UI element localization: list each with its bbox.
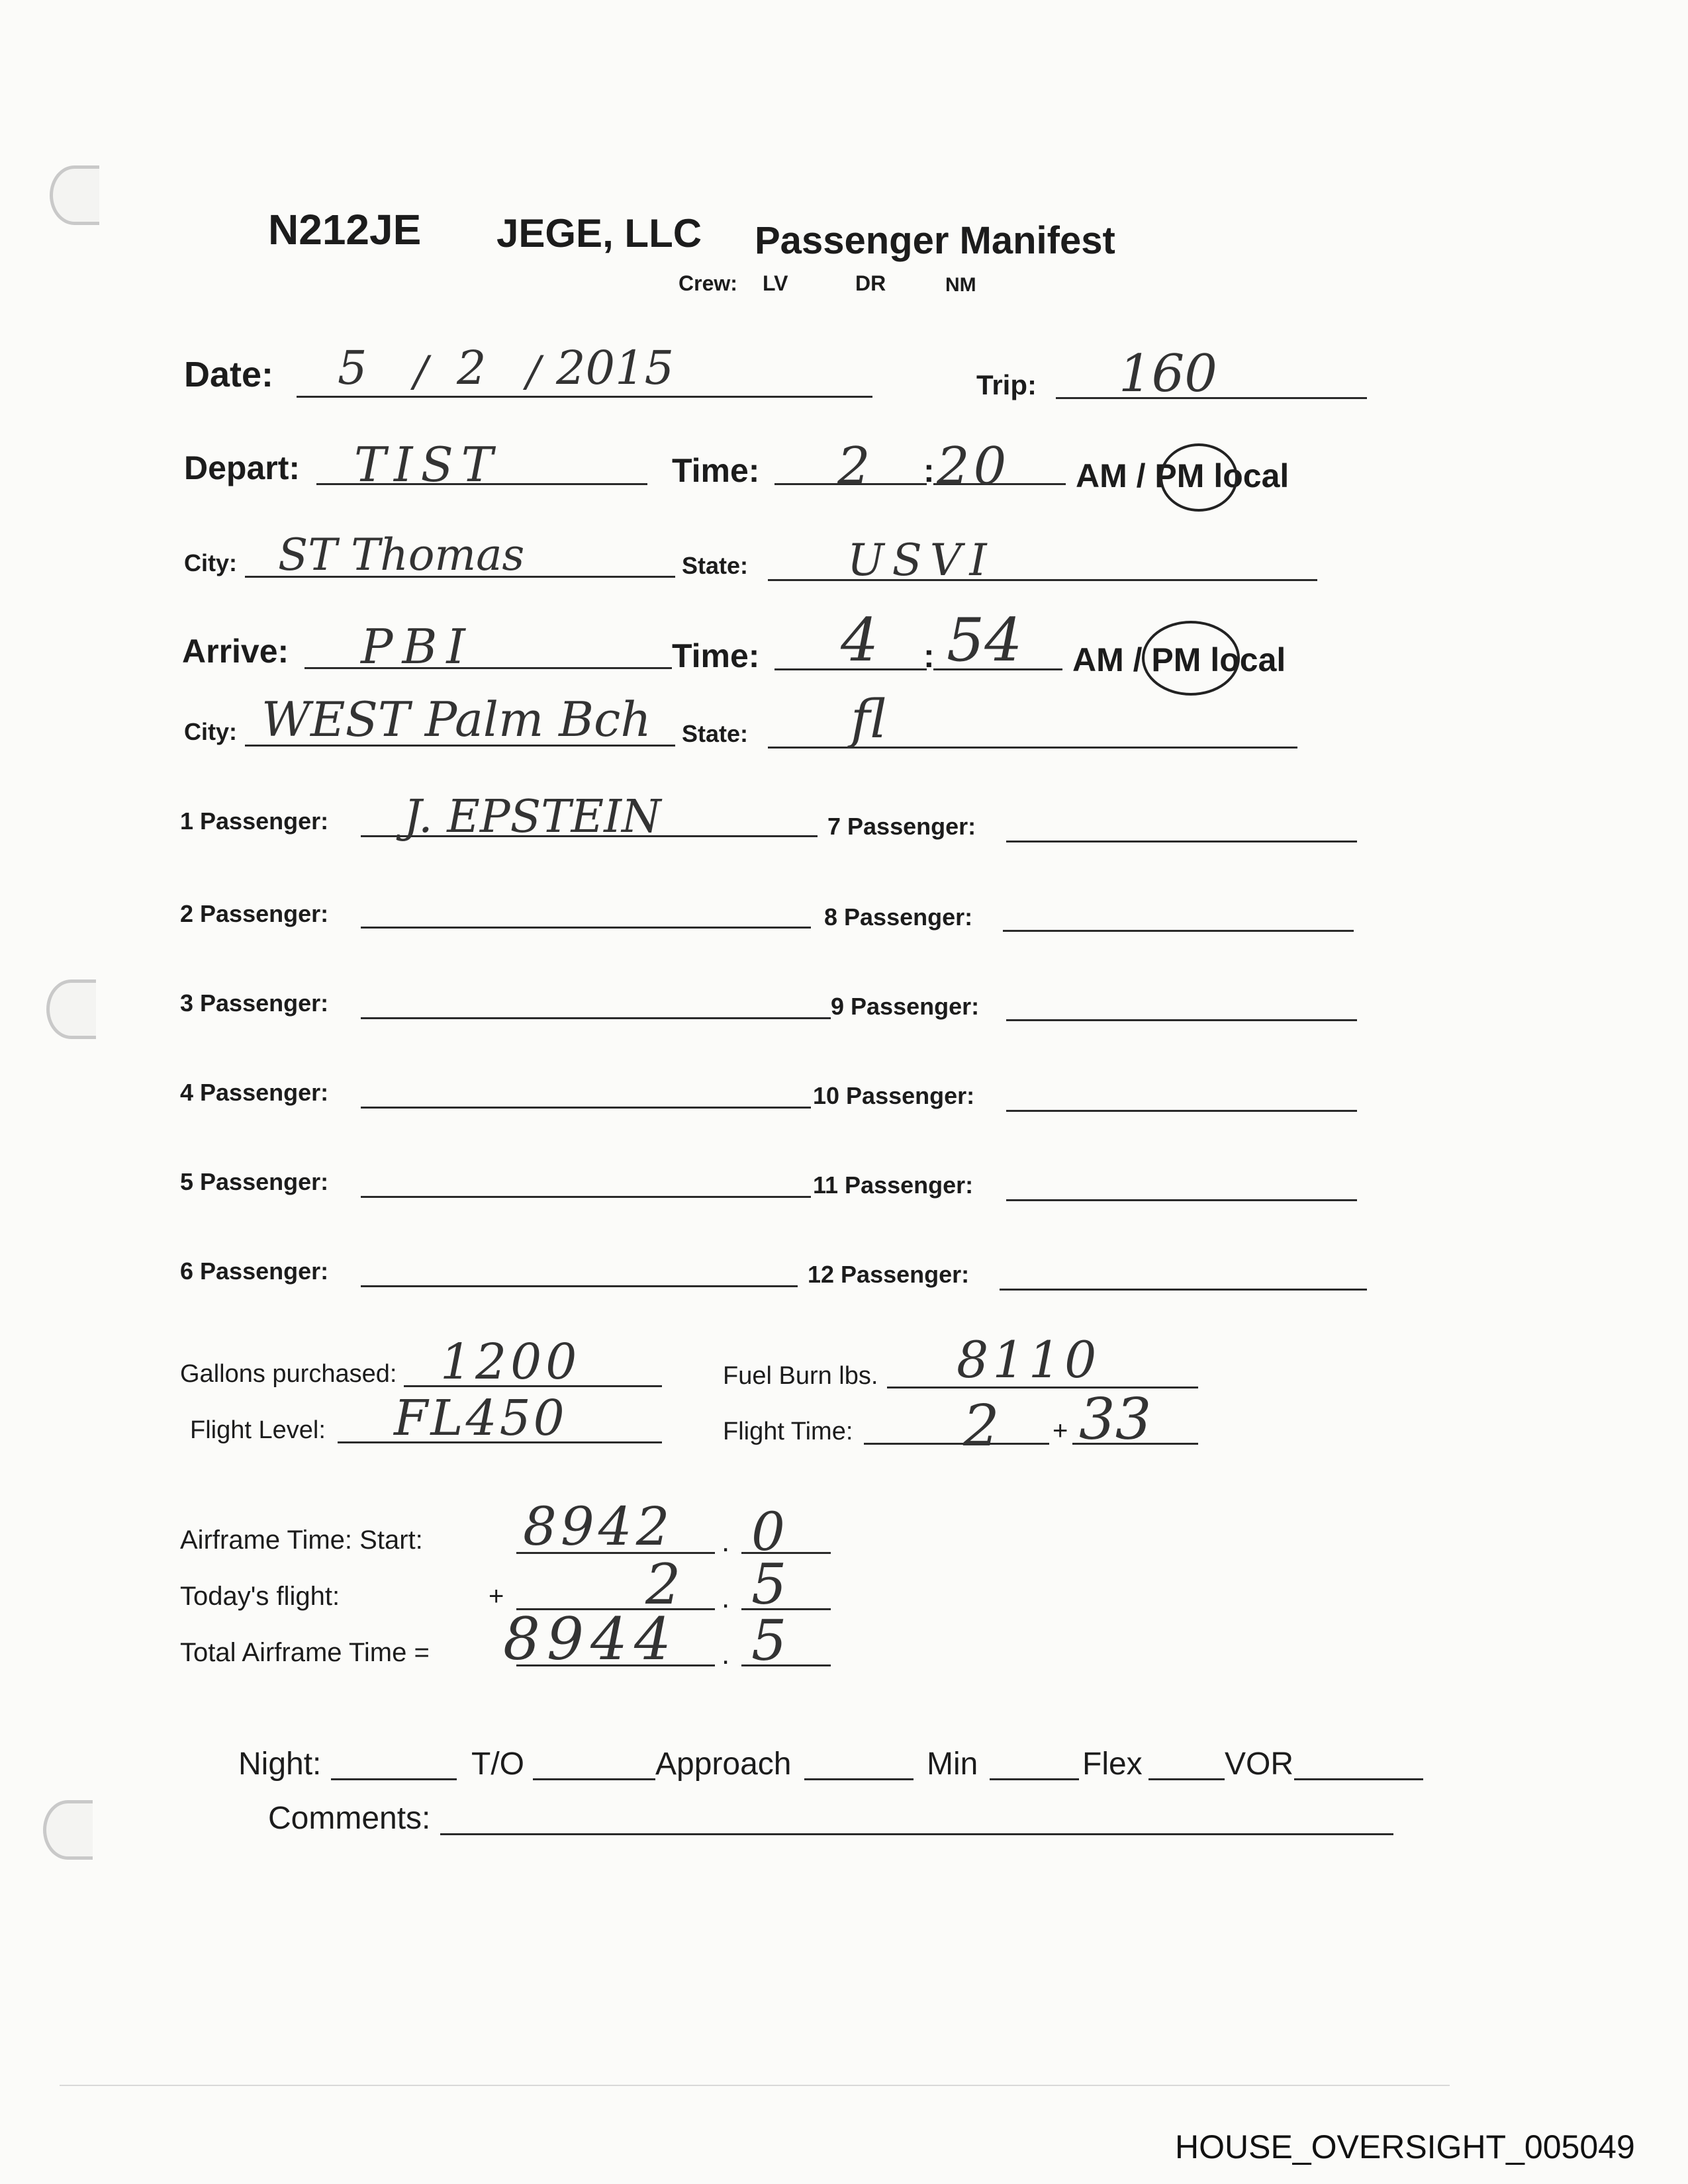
passenger-10-line[interactable] [1006,1110,1357,1112]
passenger-1-label: 1 Passenger: [180,807,329,835]
min-line[interactable] [990,1778,1079,1780]
todays-flight-dot: . [722,1582,730,1614]
arrive-pm-circle [1142,621,1240,696]
airframe-start-dot: . [722,1525,730,1558]
night-line[interactable] [331,1778,457,1780]
arrive-minute: 54 [947,606,1023,675]
comments-label: Comments: [268,1801,431,1836]
tail-number: N212JE [268,206,422,253]
passenger-6-label: 6 Passenger: [180,1257,329,1285]
crew-nm: NM [945,274,976,296]
passenger-12-line[interactable] [1000,1289,1367,1291]
scan-edge [60,2085,1450,2086]
passenger-6-line[interactable] [361,1285,798,1287]
airframe-start-dec: 0 [751,1501,785,1563]
to-line[interactable] [533,1778,655,1780]
flight-time-minutes: 33 [1079,1387,1152,1453]
arrive-city: WEST Palm Bch [261,692,651,747]
arrive-state-label: State: [682,720,749,747]
passenger-9-label: 9 Passenger: [831,993,980,1020]
passenger-3-label: 3 Passenger: [180,989,329,1017]
passenger-1-name: J. EPSTEIN [404,791,661,843]
arrive-ampm: AM / PM local [1072,641,1286,678]
depart-minute: 20 [937,437,1011,496]
passenger-2-line[interactable] [361,927,811,929]
depart-pm-circle [1160,443,1238,512]
passenger-12-label: 12 Passenger: [808,1261,970,1288]
company-name: JEGE, LLC [496,211,702,255]
arrive-label: Arrive: [182,633,289,670]
crew-lv: LV [763,271,788,295]
passenger-8-label: 8 Passenger: [824,903,973,931]
flight-time-plus: + [1053,1416,1068,1445]
total-airframe-whole: 8944 [503,1605,678,1673]
passenger-2-label: 2 Passenger: [180,900,329,927]
passenger-7-line[interactable] [1006,841,1357,842]
trip-value: 160 [1119,344,1217,404]
crew-dr: DR [855,271,886,295]
approach-line[interactable] [804,1778,914,1780]
passenger-3-line[interactable] [361,1017,831,1019]
total-airframe-label: Total Airframe Time = [180,1638,430,1667]
airframe-start-label: Airframe Time: Start: [180,1525,423,1555]
arrive-field-line[interactable] [305,667,672,669]
date-month: 5 [338,341,367,395]
passenger-10-label: 10 Passenger: [813,1082,975,1109]
to-label: T/O [471,1747,524,1782]
passenger-11-line[interactable] [1006,1199,1357,1201]
arrive-time-label: Time: [672,637,760,674]
comments-line[interactable] [440,1833,1393,1835]
binder-hole-middle [46,979,96,1039]
flex-label: Flex [1082,1747,1143,1782]
fuel-burn-value: 8110 [957,1330,1101,1389]
todays-flight-label: Today's flight: [180,1582,340,1611]
arrive-state: fl [851,688,886,750]
approach-label: Approach [655,1747,792,1782]
passenger-5-label: 5 Passenger: [180,1168,329,1195]
airframe-start-whole: 8942 [523,1496,674,1557]
passenger-9-line[interactable] [1006,1019,1357,1021]
passenger-5-line[interactable] [361,1196,811,1198]
total-airframe-dec: 5 [751,1608,787,1673]
gallons-label: Gallons purchased: [180,1360,397,1388]
flight-level-label: Flight Level: [190,1416,326,1444]
flex-line[interactable] [1149,1778,1225,1780]
vor-label: VOR [1225,1747,1294,1782]
depart-label: Depart: [184,449,301,486]
total-airframe-dot: . [722,1638,730,1670]
night-label: Night: [238,1747,322,1782]
date-sep-2: / [526,347,541,396]
flight-time-label: Flight Time: [723,1418,853,1445]
depart-city-label: City: [184,549,237,576]
date-sep-1: / [414,347,428,396]
arrive-state-line[interactable] [768,747,1297,749]
gallons-value: 1200 [440,1334,581,1390]
arrive-value: PBI [361,619,475,674]
flight-level-value: FL450 [394,1390,567,1447]
todays-flight-plus: + [489,1582,504,1611]
passenger-4-label: 4 Passenger: [180,1079,329,1106]
trip-label: Trip: [976,369,1037,400]
arrive-time-colon: : [923,637,935,674]
form-title: Passenger Manifest [755,219,1115,262]
arrive-hour: 4 [841,606,879,675]
date-year: 2015 [556,341,675,395]
depart-time-label: Time: [672,452,760,489]
binder-hole-bottom [43,1800,93,1860]
depart-hour: 2 [837,437,870,496]
arrive-city-label: City: [184,718,237,745]
passenger-7-label: 7 Passenger: [827,813,976,840]
todays-flight-dec: 5 [751,1552,787,1617]
binder-hole-top [50,165,99,225]
flight-time-hours-line[interactable] [864,1443,1049,1445]
date-field-line[interactable] [297,396,872,398]
date-label: Date: [184,355,274,394]
vor-line[interactable] [1294,1778,1423,1780]
depart-state: USVI [847,535,995,586]
bates-number: HOUSE_OVERSIGHT_005049 [1175,2128,1635,2165]
passenger-4-line[interactable] [361,1107,811,1109]
depart-value: TIST [354,437,501,492]
min-label: Min [927,1747,978,1782]
passenger-8-line[interactable] [1003,930,1354,932]
flight-time-hours: 2 [963,1393,1000,1459]
todays-flight-whole: 2 [645,1552,681,1617]
crew-label: Crew: [679,271,737,295]
depart-time-colon: : [923,452,935,489]
passenger-11-label: 11 Passenger: [813,1171,974,1199]
depart-state-label: State: [682,552,749,579]
depart-city: ST Thomas [278,529,525,580]
date-day: 2 [457,341,487,395]
fuel-burn-label: Fuel Burn lbs. [723,1362,878,1390]
depart-ampm: AM / PM local [1076,457,1289,494]
